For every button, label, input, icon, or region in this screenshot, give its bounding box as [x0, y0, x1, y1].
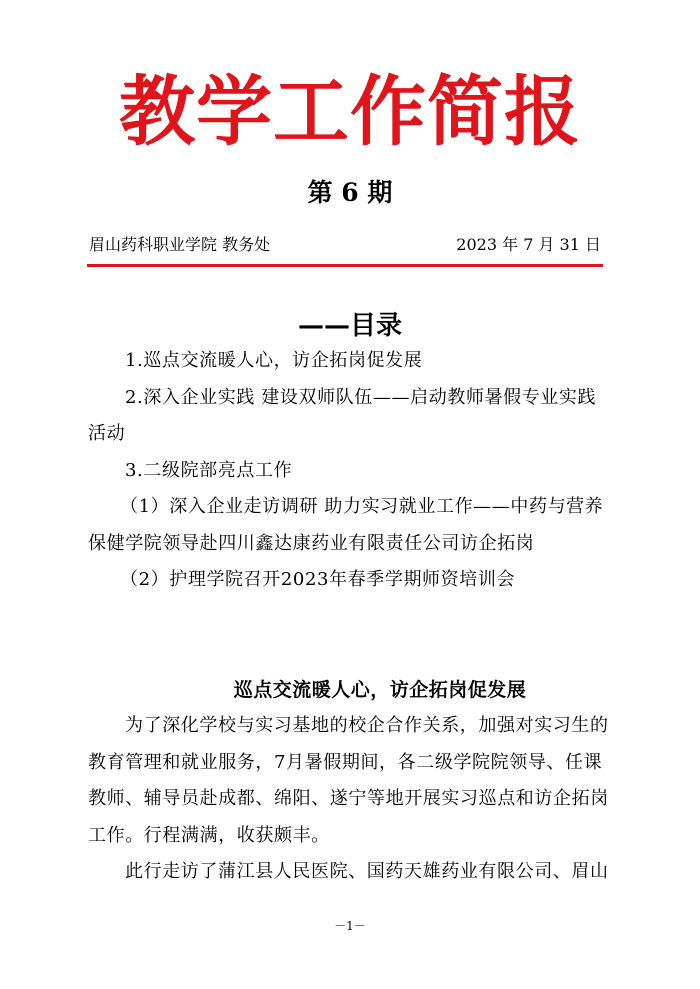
article-paragraph-line: 此行走访了蒲江县人民医院、国药天雄药业有限公司、眉山 — [125, 861, 609, 882]
issuing-department: 眉山药科职业学院 教务处 — [89, 235, 271, 254]
toc-heading: ——目录 — [297, 311, 402, 341]
article-paragraph-line: 工作。行程满满，收获颇丰。 — [88, 825, 330, 846]
masthead-title: 教学工作简报 — [119, 67, 581, 156]
toc-subitem: （1）深入企业走访调研 助力实习就业工作——中药与营养 — [120, 496, 604, 517]
page-number: －1－ — [334, 919, 366, 933]
header-divider — [87, 264, 603, 267]
article-title: 巡点交流暖人心，访企拓岗促发展 — [233, 679, 527, 701]
issue-date: 2023 年 7 月 31 日 — [456, 235, 601, 254]
toc-subitem-continued: 保健学院领导赴四川鑫达康药业有限责任公司访企拓岗 — [88, 533, 535, 554]
article-paragraph-line: 教师、辅导员赴成都、绵阳、遂宁等地开展实习巡点和访企拓岗 — [88, 788, 609, 809]
toc-subitem: （2）护理学院召开2023年春季学期师资培训会 — [120, 569, 516, 590]
issue-number: 第 6 期 — [307, 178, 393, 207]
toc-item: 1.巡点交流暖人心，访企拓岗促发展 — [125, 350, 423, 371]
toc-item-continued: 活动 — [88, 423, 126, 444]
article-paragraph-line: 教育管理和就业服务，7月暑假期间，各二级学院院领导、任课 — [88, 752, 603, 773]
article-paragraph-line: 为了深化学校与实习基地的校企合作关系，加强对实习生的 — [125, 715, 609, 736]
toc-item: 2.深入企业实践 建设双师队伍——启动教师暑假专业实践 — [125, 387, 597, 408]
toc-item: 3.二级院部亮点工作 — [125, 460, 293, 481]
